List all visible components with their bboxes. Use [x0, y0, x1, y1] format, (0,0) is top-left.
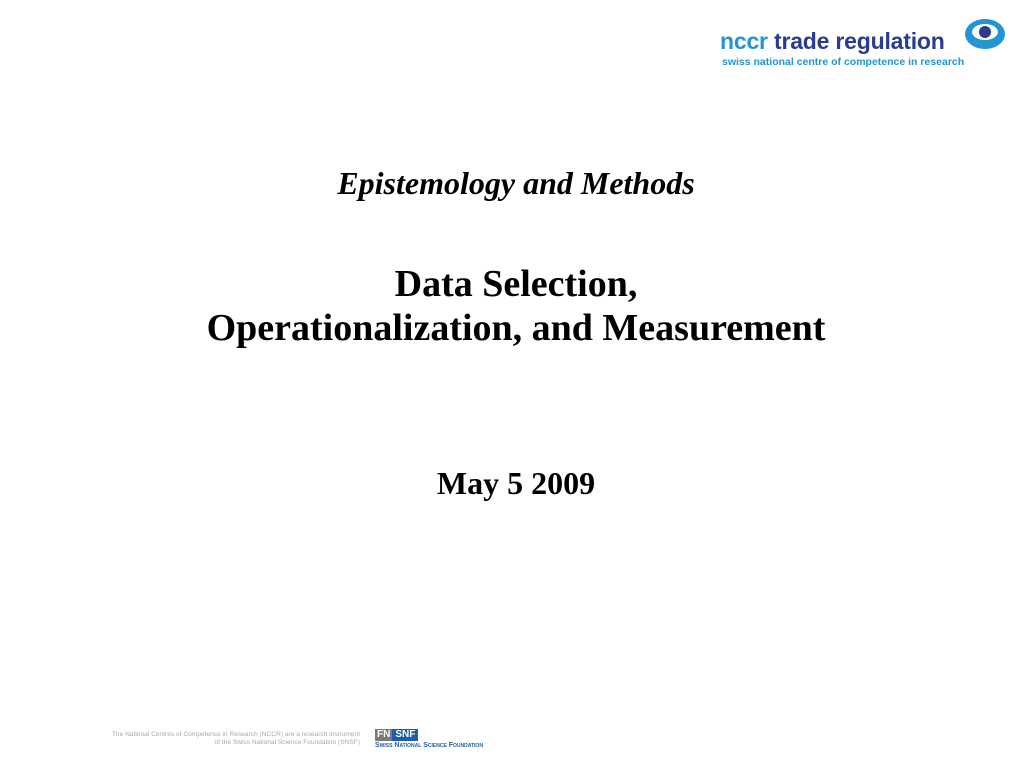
nccr-logo [720, 16, 1010, 72]
slide-title-line-1: Data Selection, [394, 263, 638, 305]
footer-disclaimer [60, 731, 360, 747]
snsf-mark [375, 729, 418, 741]
logo-name-trade-regulation: trade regulation [767, 28, 945, 54]
slide-subtitle: Epistemology and Methods [337, 165, 695, 201]
snsf-logo [375, 729, 505, 751]
logo-tagline: swiss national centre of competence in research [722, 56, 965, 68]
eye-logo-icon [963, 16, 1007, 56]
snsf-name: Swiss National Science Foundation [375, 742, 483, 749]
logo-name-nccr: nccr [720, 28, 768, 54]
footer-disclaimer-line-2: of the Swiss National Science Foundation (SNSF) [214, 739, 360, 746]
footer-disclaimer-line-1: The National Centres of Competence in Research (NCCR) are a research instrument [111, 731, 360, 738]
slide-date: May 5 2009 [436, 465, 596, 501]
snsf-mark-fn: FN [377, 729, 391, 740]
logo-name [720, 28, 945, 55]
slide-title-line-2: Operationalization, and Measurement [206, 307, 826, 349]
slide-title [0, 262, 1024, 350]
snsf-mark-snf: SNF [392, 729, 418, 741]
